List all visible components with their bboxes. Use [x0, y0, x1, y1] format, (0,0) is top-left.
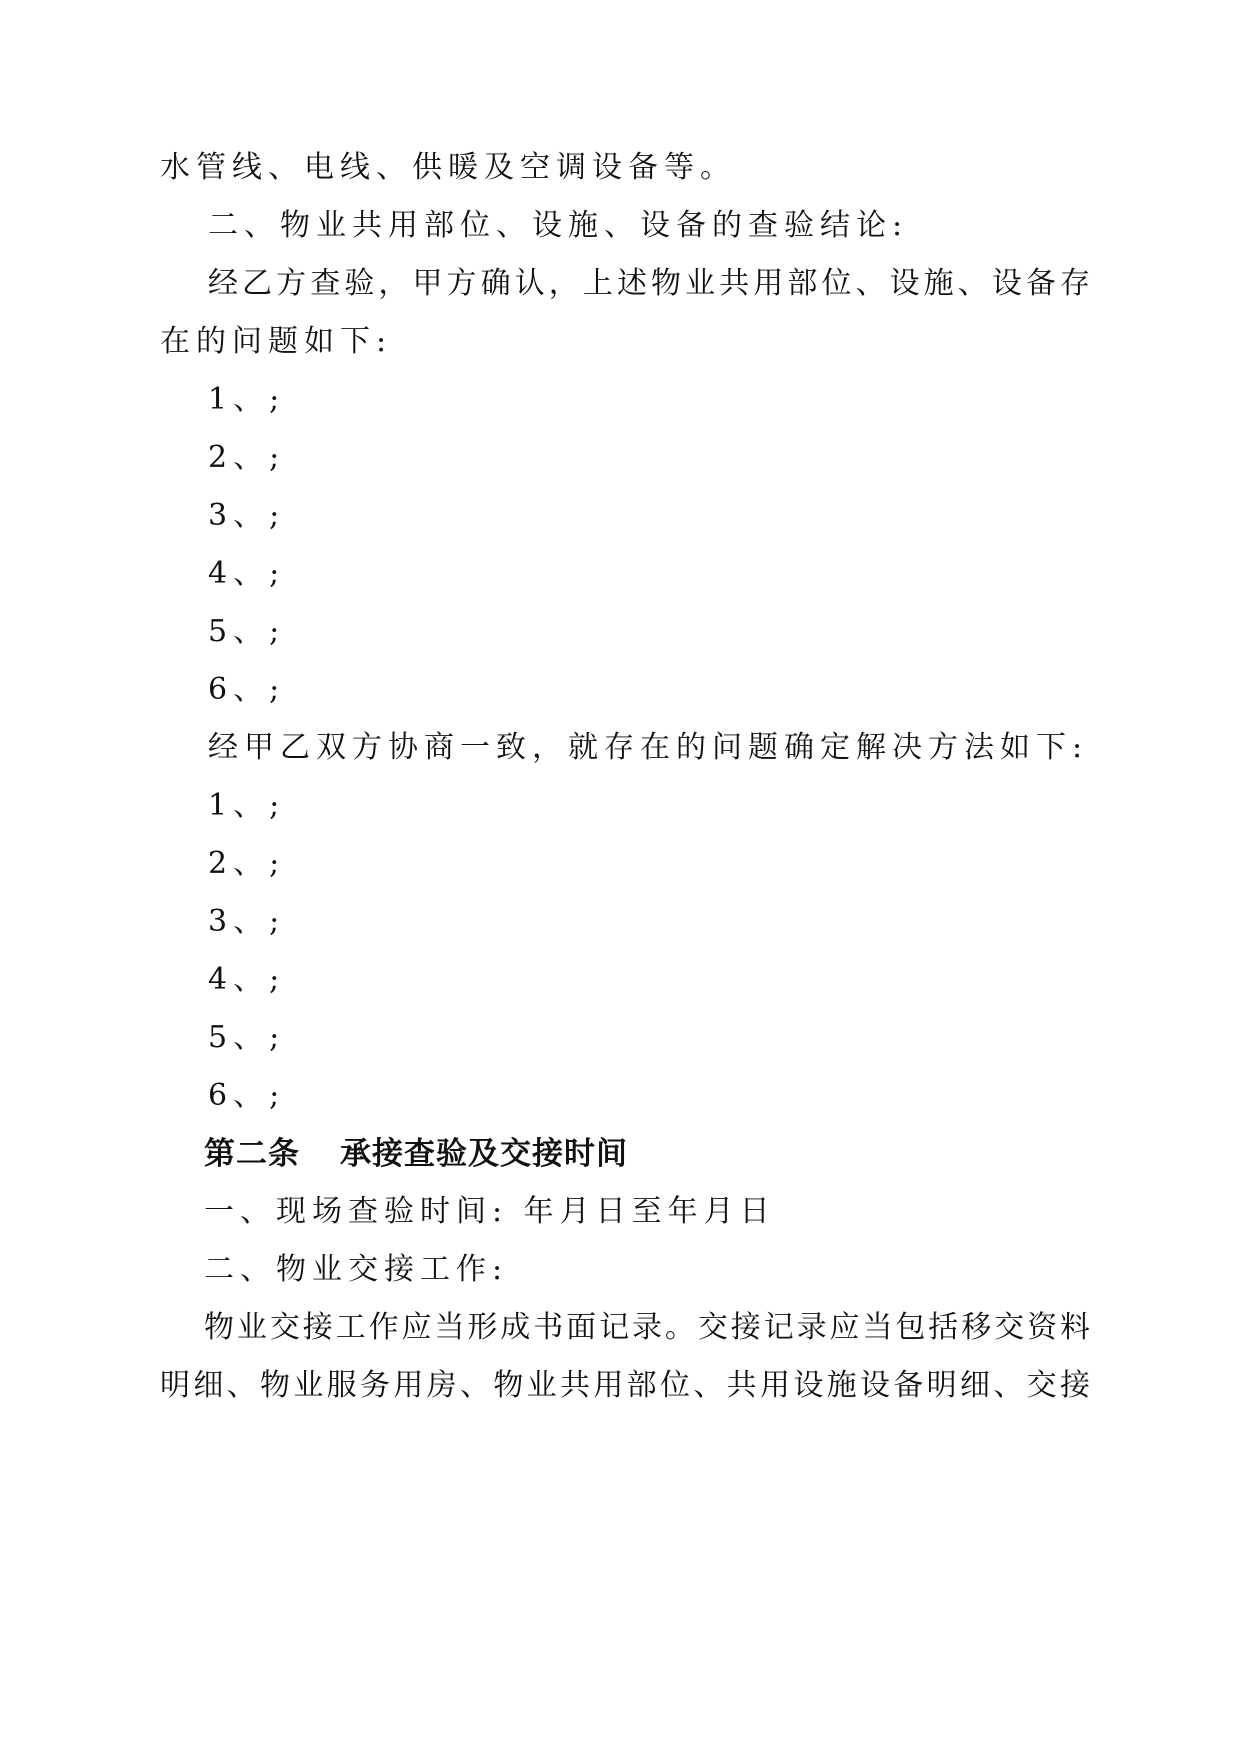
text-line: 经乙方查验，甲方确认，上述物业共用部位、设施、设备存 — [208, 266, 1090, 301]
section-heading: 二、物业共用部位、设施、设备的查验结论: — [208, 208, 909, 243]
text-line: 经甲乙双方协商一致，就存在的问题确定解决方法如下: — [208, 730, 1089, 765]
list-item: 2、; — [208, 440, 286, 475]
text-line: 物业交接工作应当形成书面记录。交接记录应当包括移交资料 — [204, 1310, 1090, 1345]
list-item: 5、; — [208, 614, 286, 649]
text-line: 二、物业交接工作: — [204, 1252, 509, 1287]
list-item: 3、; — [208, 498, 286, 533]
list-item: 2、; — [208, 846, 286, 881]
list-item: 4、; — [208, 962, 286, 997]
list-item: 6、; — [208, 1078, 286, 1113]
text-line: 水管线、电线、供暖及空调设备等。 — [160, 150, 736, 185]
list-item: 6、; — [208, 672, 286, 707]
article-heading — [204, 1134, 628, 1174]
list-item: 1、; — [208, 382, 286, 417]
text-line: 明细、物业服务用房、物业共用部位、共用设施设备明细、交接 — [160, 1368, 1090, 1403]
list-item: 4、; — [208, 556, 286, 591]
article-title: 承接查验及交接时间 — [340, 1136, 628, 1172]
list-item: 3、; — [208, 904, 286, 939]
article-number: 第二条 — [204, 1136, 300, 1172]
text-line: 一、现场查验时间: 年月日至年月日 — [204, 1194, 776, 1229]
text-line: 在的问题如下: — [160, 324, 393, 359]
list-item: 5、; — [208, 1020, 286, 1055]
list-item: 1、; — [208, 788, 286, 823]
